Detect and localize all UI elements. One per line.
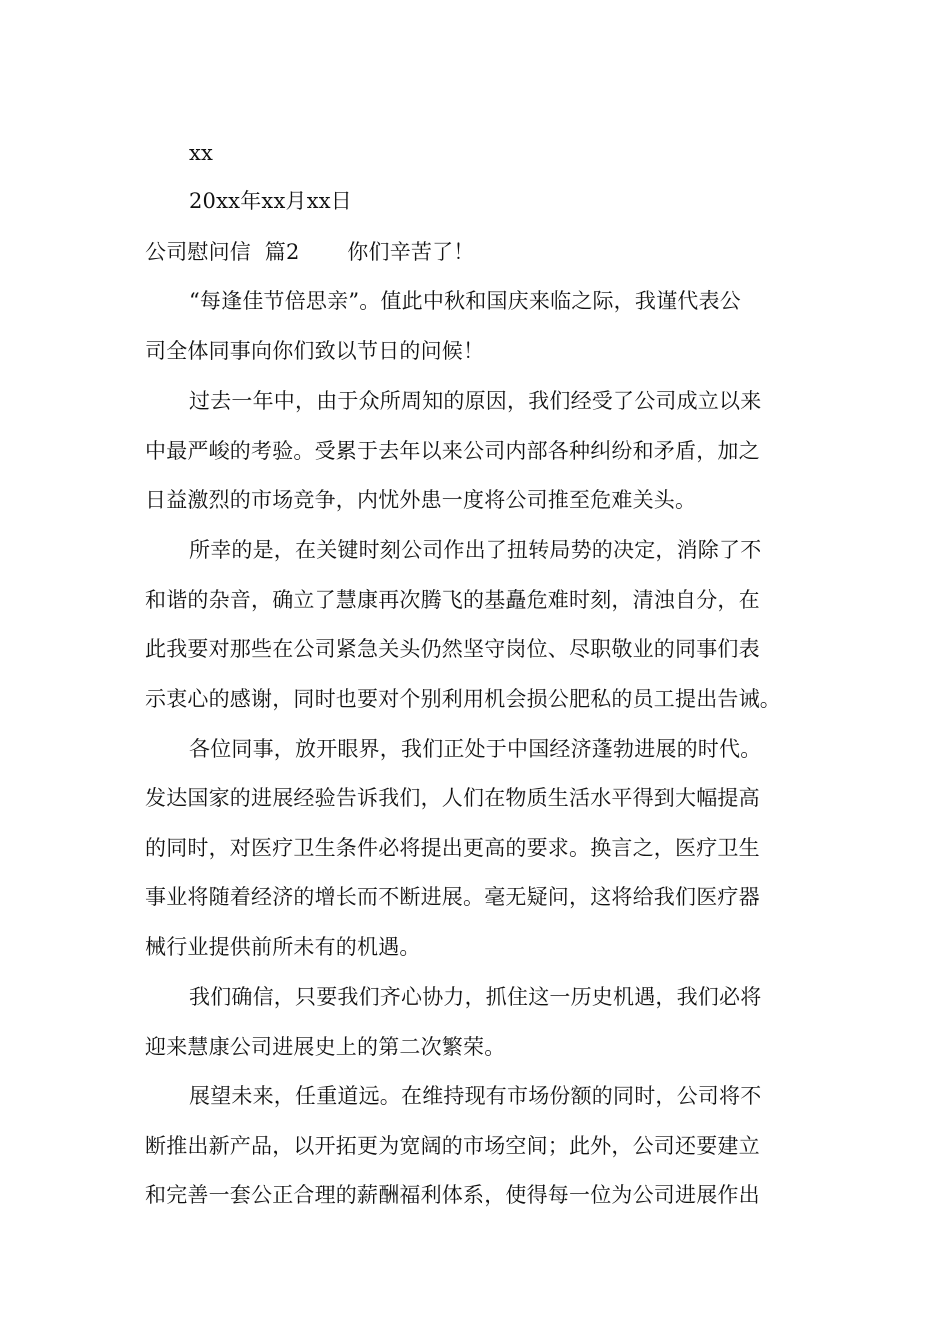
paragraph-line: 和谐的杂音，确立了慧康再次腾飞的基矗危难时刻，清浊自分，在 [145,588,760,612]
paragraph-line: 事业将随着经济的增长而不断进展。毫无疑问，这将给我们医疗器 [145,885,760,909]
signature-name: xx [189,141,214,165]
letter-heading [145,238,810,266]
paragraph-line: 所幸的是，在关键时刻公司作出了扭转局势的决定，消除了不 [189,538,762,562]
paragraph-line: 司全体同事向你们致以节日的问候！ [145,339,485,363]
paragraph-line: 各位同事，放开眼界，我们正处于中国经济蓬勃进展的时代。 [189,737,762,761]
paragraph-line: 我们确信，只要我们齐心协力，抓住这一历史机遇，我们必将 [189,985,762,1009]
letter-greeting: 你们辛苦了！ [347,240,475,264]
paragraph-line: “每逢佳节倍思亲”。值此中秋和国庆来临之际，我谨代表公 [189,289,741,313]
paragraph-line: 断推出新产品，以开拓更为宽阔的市场空间；此外，公司还要建立 [145,1134,760,1158]
paragraph-line: 此我要对那些在公司紧急关头仍然坚守岗位、尽职敬业的同事们表 [145,637,760,661]
letter-title: 公司慰问信 篇2 [145,240,300,264]
signature-date: 20xx年xx月xx日 [189,189,352,213]
paragraph-line: 发达国家的进展经验告诉我们，人们在物质生活水平得到大幅提高 [145,786,760,810]
paragraph-line: 示衷心的感谢，同时也要对个别利用机会损公肥私的员工提出告诫。 [145,687,781,711]
paragraph-line: 过去一年中，由于众所周知的原因，我们经受了公司成立以来 [189,389,762,413]
paragraph-line: 的同时，对医疗卫生条件必将提出更高的要求。换言之，医疗卫生 [145,836,760,860]
paragraph-line: 械行业提供前所未有的机遇。 [145,935,421,959]
paragraph-line: 中最严峻的考验。受累于去年以来公司内部各种纠纷和矛盾，加之 [145,439,760,463]
paragraph-line: 日益激烈的市场竞争，内忧外患一度将公司推至危难关头。 [145,488,697,512]
paragraph-line: 展望未来，任重道远。在维持现有市场份额的同时，公司将不 [189,1084,762,1108]
paragraph-line: 和完善一套公正合理的薪酬福利体系，使得每一位为公司进展作出 [145,1183,760,1207]
paragraph-line: 迎来慧康公司进展史上的第二次繁荣。 [145,1035,506,1059]
